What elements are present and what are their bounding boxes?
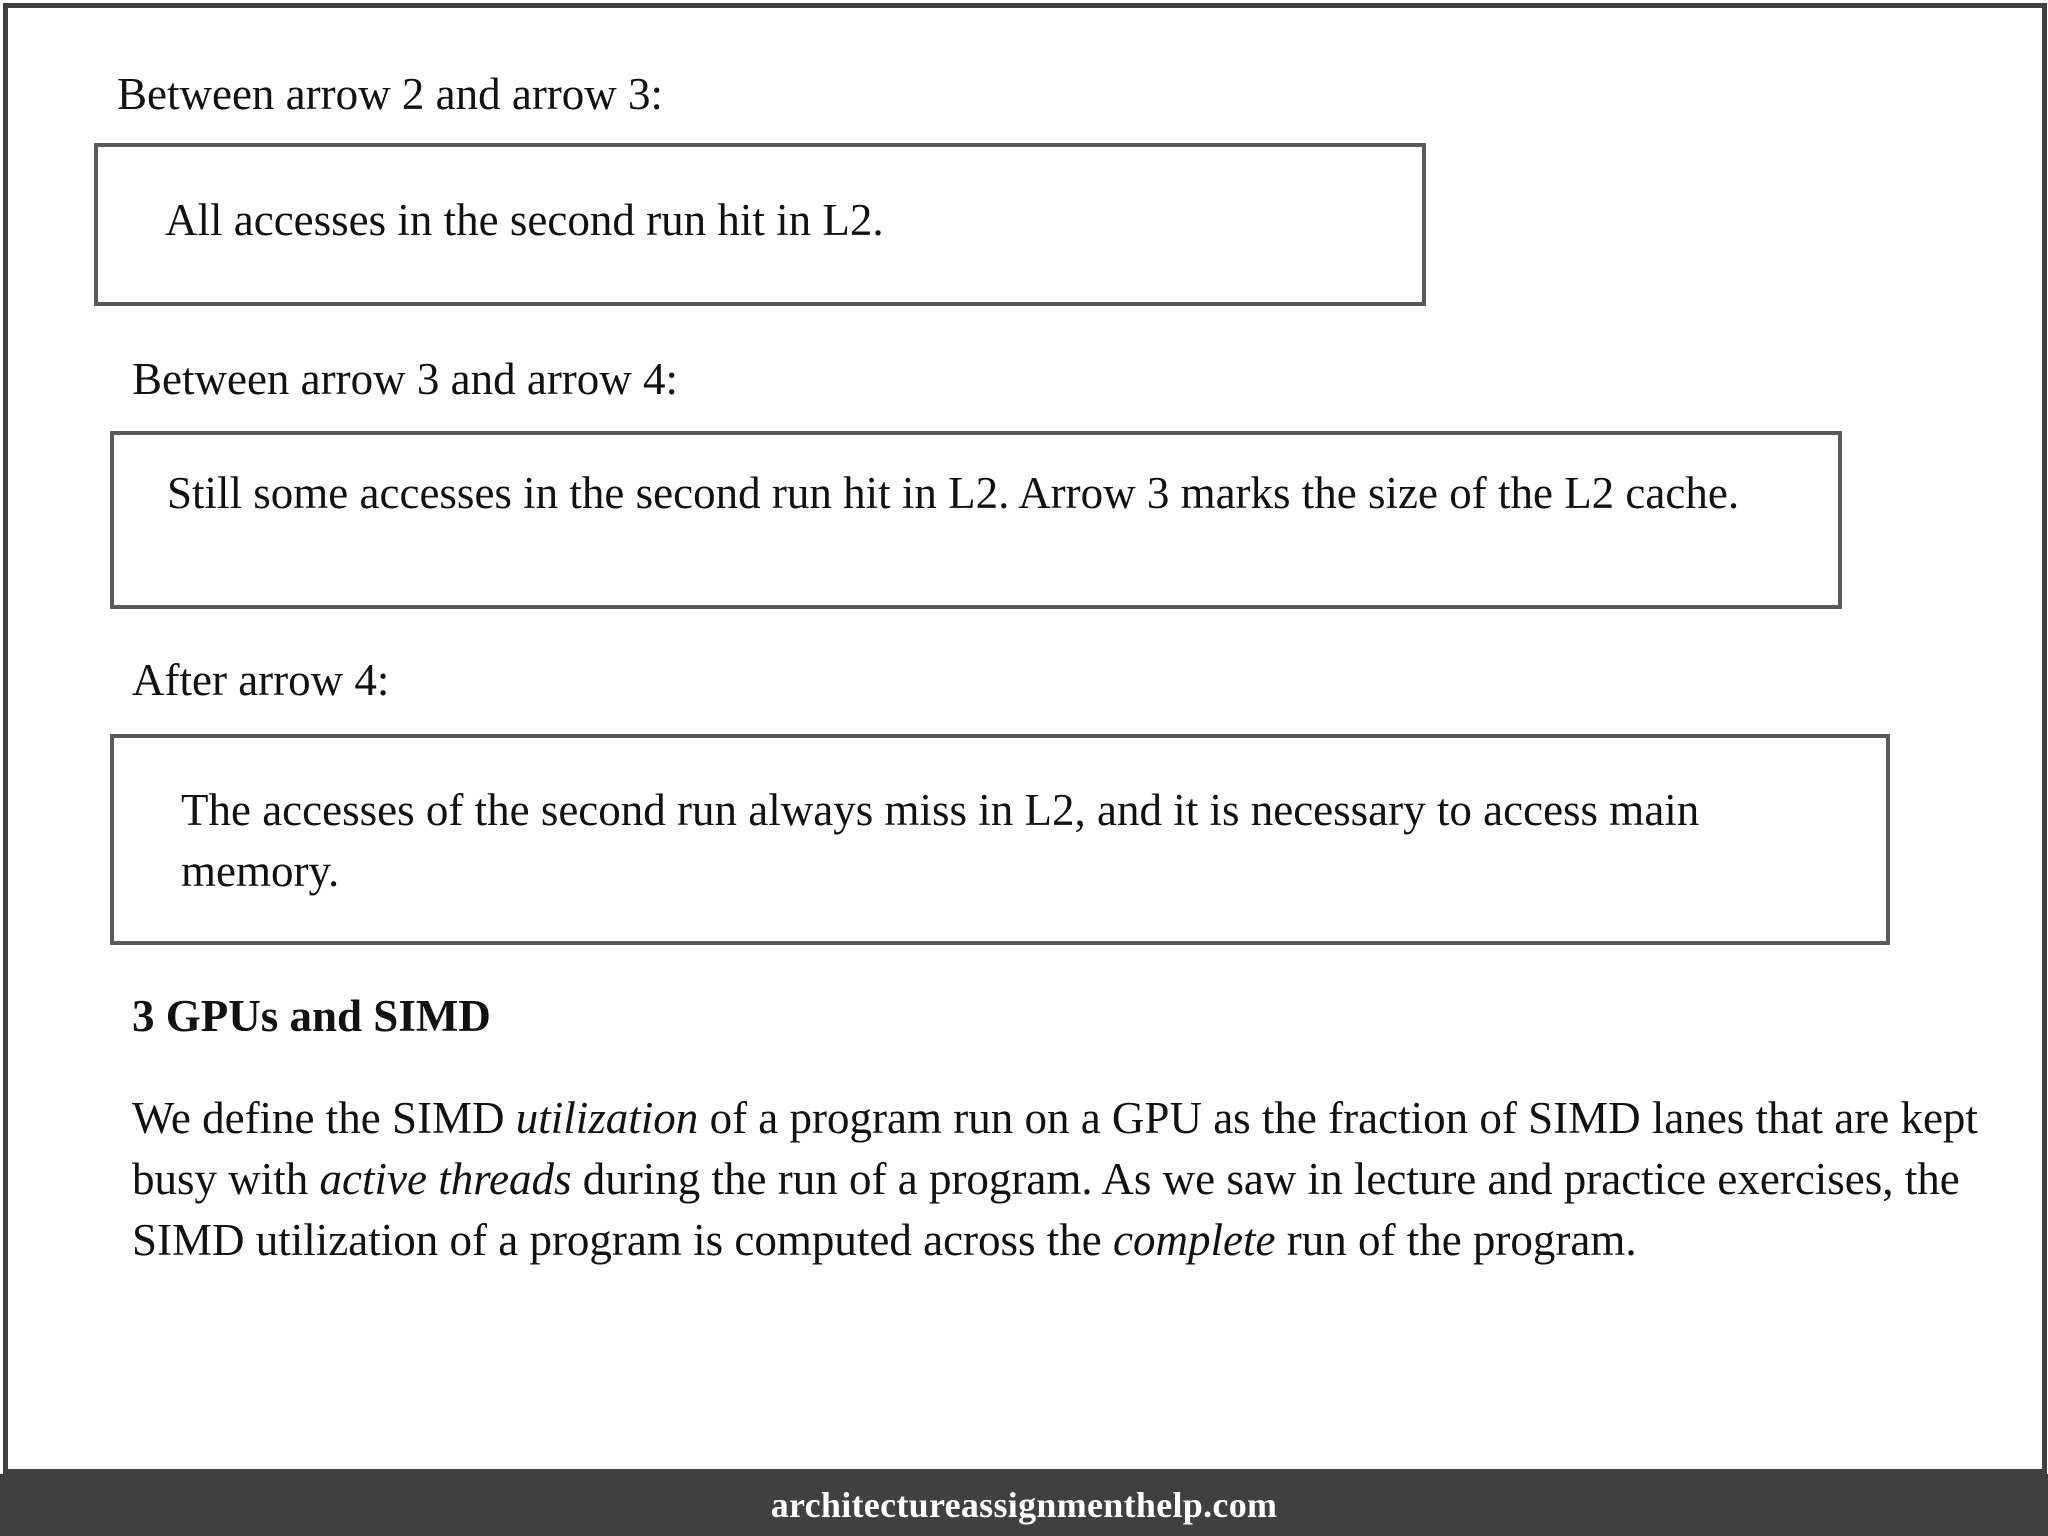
section-heading: 3 GPUs and SIMD	[132, 991, 491, 1041]
footer-website-text: architectureassignmenthelp.com	[770, 1485, 1278, 1525]
simd-definition-paragraph	[132, 1088, 2002, 1271]
answer-box-arrow-2-3	[94, 143, 1426, 306]
answer-text-arrow-2-3: All accesses in the second run hit in L2.	[165, 195, 884, 245]
answer-box-after-arrow-4	[110, 734, 1890, 945]
paragraph-text-2: of a program run on a GPU as the fraction of SIMD lanes that are kept busy with	[132, 1093, 1978, 1204]
answer-text-arrow-3-4: Still some accesses in the second run hit in L2. Arrow 3 marks the size of the L2 cache.	[167, 468, 1740, 518]
paragraph-emphasis-active-threads: active threads	[319, 1154, 572, 1204]
answer-box-arrow-3-4	[110, 431, 1842, 609]
paragraph-text-3: during the run of a program. As we saw in lecture and practice exercises, the SIMD utilization of a program is computed across the	[132, 1154, 1960, 1265]
paragraph-text-4: run of the program.	[1275, 1215, 1637, 1265]
section-label-arrow-3-4: Between arrow 3 and arrow 4:	[132, 354, 679, 404]
footer-bar	[0, 1474, 2048, 1536]
section-label-after-arrow-4: After arrow 4:	[132, 655, 390, 705]
answer-text-after-arrow-4: The accesses of the second run always miss in L2, and it is necessary to access main memory.	[181, 785, 1700, 896]
paragraph-emphasis-complete: complete	[1113, 1215, 1276, 1265]
paragraph-text-1: We define the SIMD	[132, 1093, 516, 1143]
paragraph-emphasis-utilization: utilization	[515, 1093, 699, 1143]
section-label-arrow-2-3: Between arrow 2 and arrow 3:	[117, 69, 664, 119]
